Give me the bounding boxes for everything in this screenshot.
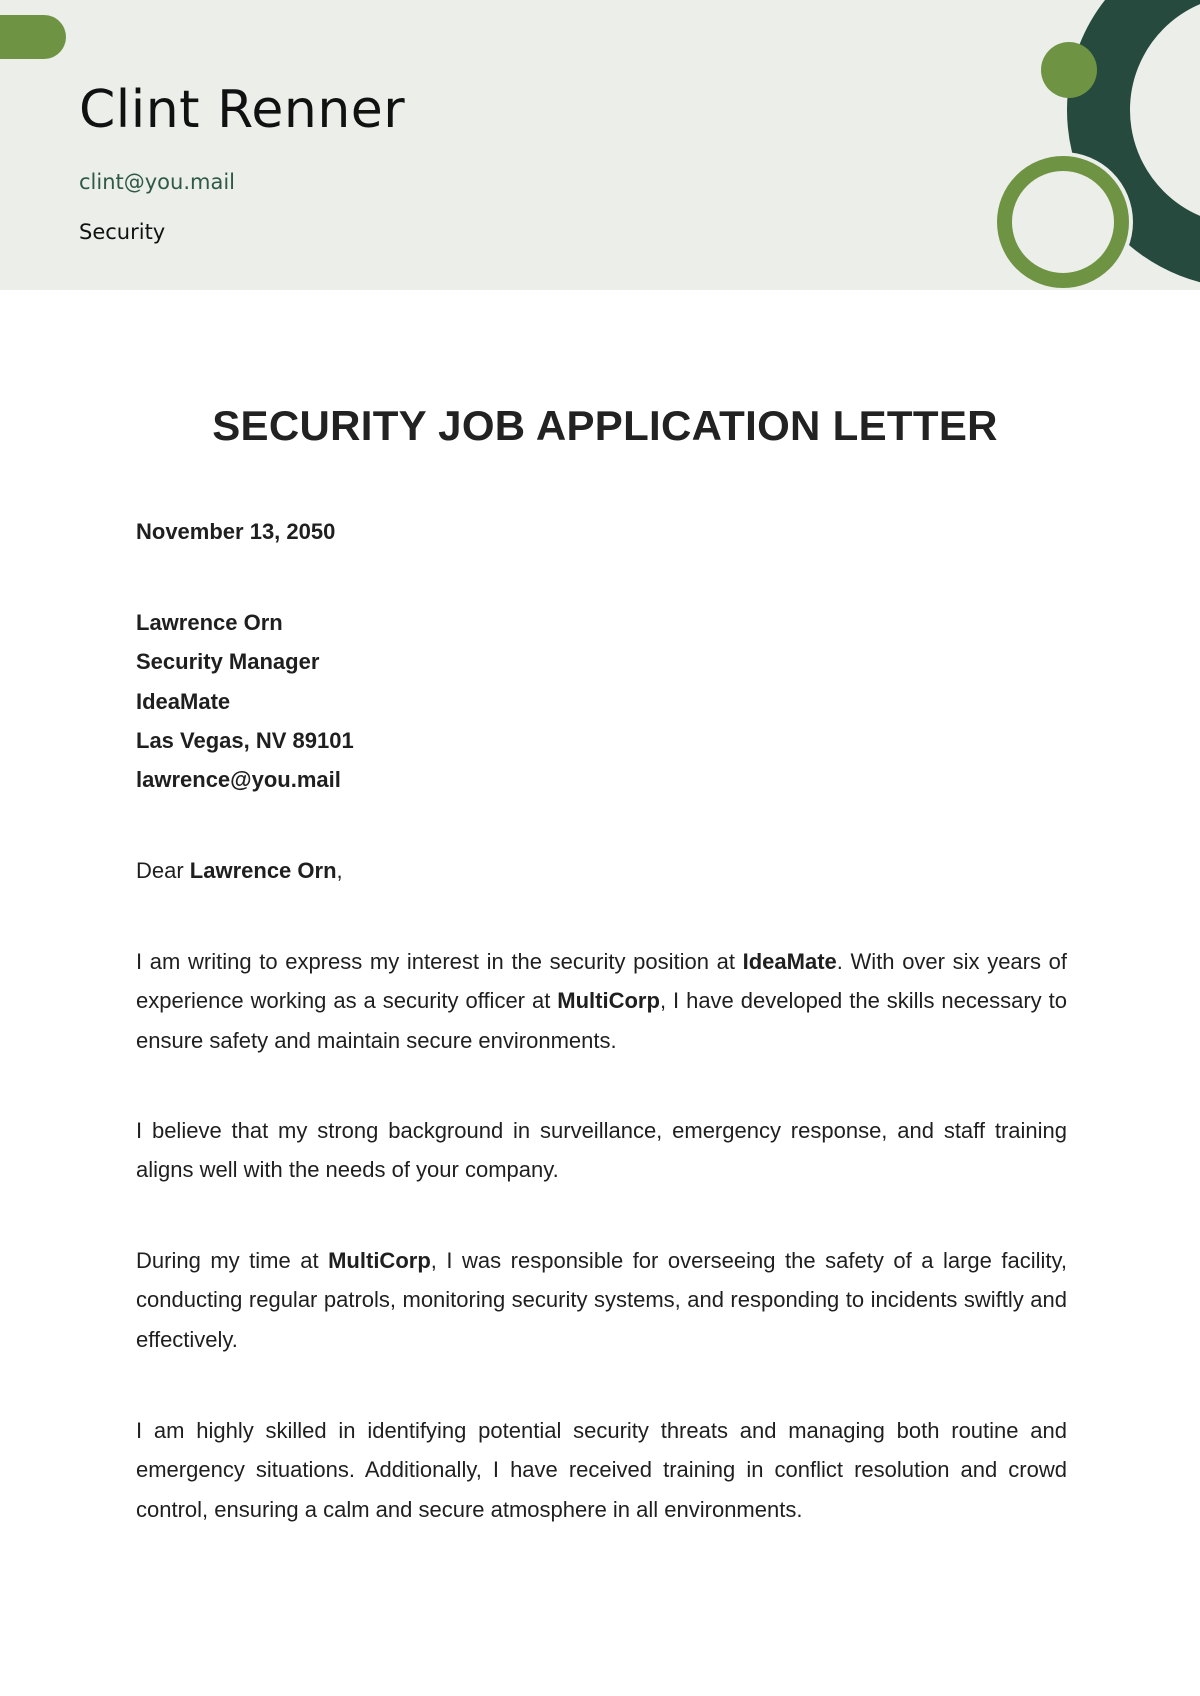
sender-email: clint@you.mail <box>79 170 236 194</box>
salutation-prefix: Dear <box>136 858 190 883</box>
body-text: During my time at <box>136 1248 329 1273</box>
recipient-email: lawrence@you.mail <box>136 767 341 793</box>
bold-text: MultiCorp <box>557 988 660 1014</box>
sender-role: Security <box>79 220 166 244</box>
body-text: , I have developed the skills necessary to ensure safety and maintain secure environments. <box>136 988 1067 1053</box>
recipient-company: IdeaMate <box>136 688 231 714</box>
bold-text: MultiCorp <box>328 1248 431 1273</box>
salutation <box>136 851 1067 890</box>
ring-gap <box>993 152 1133 290</box>
body-text: I am writing to express my interest in the security position at <box>136 949 743 974</box>
salutation-suffix: , <box>336 858 343 883</box>
recipient-address: Las Vegas, NV 89101 <box>136 727 354 753</box>
letterhead <box>0 0 1200 290</box>
body-text: I believe that my strong background in surveillance, emergency response, and staff training aligns well with the needs of your company. <box>136 1118 1067 1183</box>
salutation-name: Lawrence Orn <box>189 858 337 883</box>
green-dot <box>1041 42 1097 98</box>
letter-date: November 13, 2050 <box>136 519 336 544</box>
decorative-circles <box>0 0 1200 290</box>
paragraph-1 <box>136 942 1067 1060</box>
body-text: . With over six years of experience working as a security officer at <box>136 949 1067 1014</box>
recipient-name: Lawrence Orn <box>136 610 283 635</box>
recipient-title: Security Manager <box>136 649 320 675</box>
paragraph-4 <box>136 1411 1067 1529</box>
paragraph-3 <box>136 1241 1067 1359</box>
paragraph-2 <box>136 1111 1067 1190</box>
sender-name: Clint Renner <box>79 80 406 140</box>
recipient-block <box>136 603 1067 799</box>
body-text: , I was responsible for overseeing the safety of a large facility, conducting regular patrols, monitoring security systems, and responding to incidents swiftly and effectively. <box>136 1248 1067 1352</box>
body-text: I am highly skilled in identifying potential security threats and managing both routine and emergency situations. Additionally, I have received training in conflict resolution and crowd control, ensuring a calm and secure atmosphere in all environments. <box>136 1418 1067 1522</box>
letter-title: SECURITY JOB APPLICATION LETTER <box>212 402 998 449</box>
bold-text: IdeaMate <box>742 949 837 974</box>
